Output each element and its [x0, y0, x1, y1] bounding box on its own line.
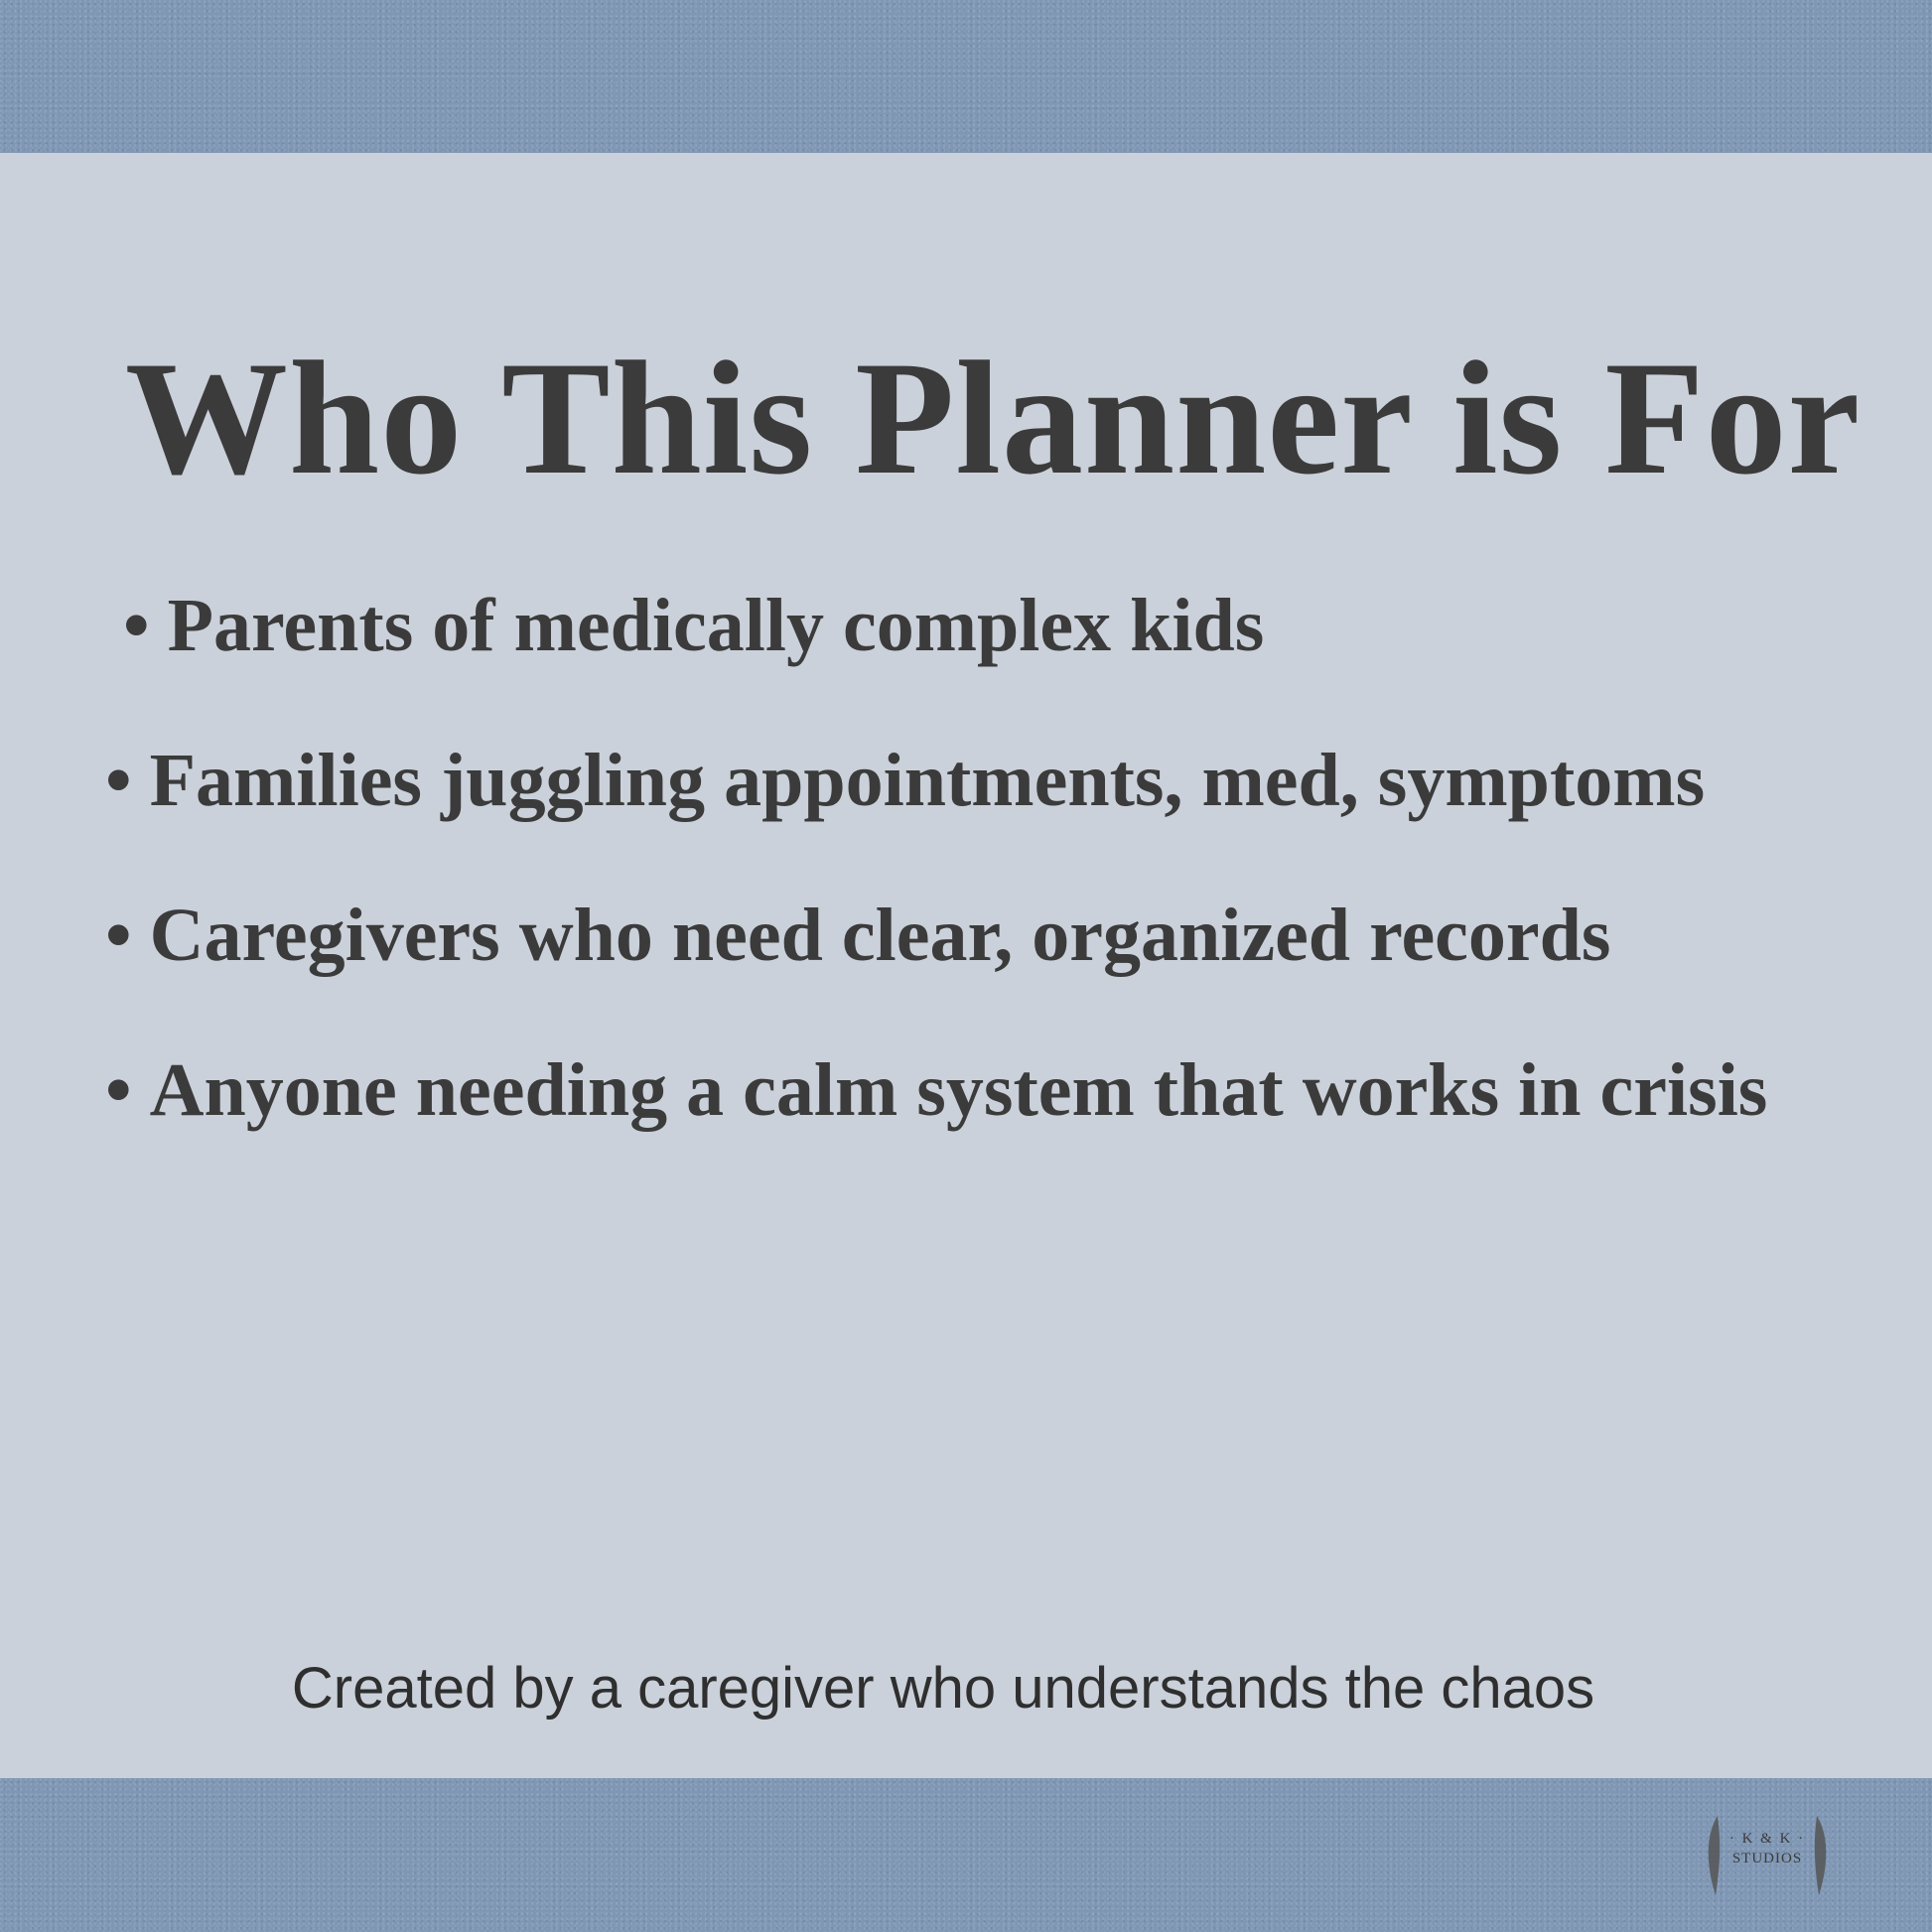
studio-logo: [1698, 1810, 1837, 1899]
list-item: [123, 584, 1265, 667]
top-band: [0, 0, 1932, 153]
bullet-icon: •: [105, 894, 132, 977]
list-item: [105, 1048, 1768, 1132]
list-item: [105, 739, 1706, 822]
list-item-text: Caregivers who need clear, organized records: [149, 894, 1611, 977]
logo-line-1: · K & K ·: [1728, 1831, 1806, 1847]
logo-line-2: STUDIOS: [1731, 1851, 1803, 1866]
list-item-text: Parents of medically complex kids: [167, 584, 1265, 667]
bullet-icon: •: [123, 584, 150, 667]
list-item-text: Anyone needing a calm system that works in crisis: [149, 1048, 1768, 1132]
list-item: [105, 894, 1611, 977]
footer-tagline: Created by a caregiver who understands the chaos: [291, 1656, 1595, 1721]
list-item-text: Families juggling appointments, med, symptoms: [149, 739, 1706, 822]
bottom-band: [0, 1778, 1932, 1932]
bullet-icon: •: [105, 1048, 132, 1132]
page-title: Who This Planner is For: [125, 329, 1862, 508]
bullet-icon: •: [105, 739, 132, 822]
